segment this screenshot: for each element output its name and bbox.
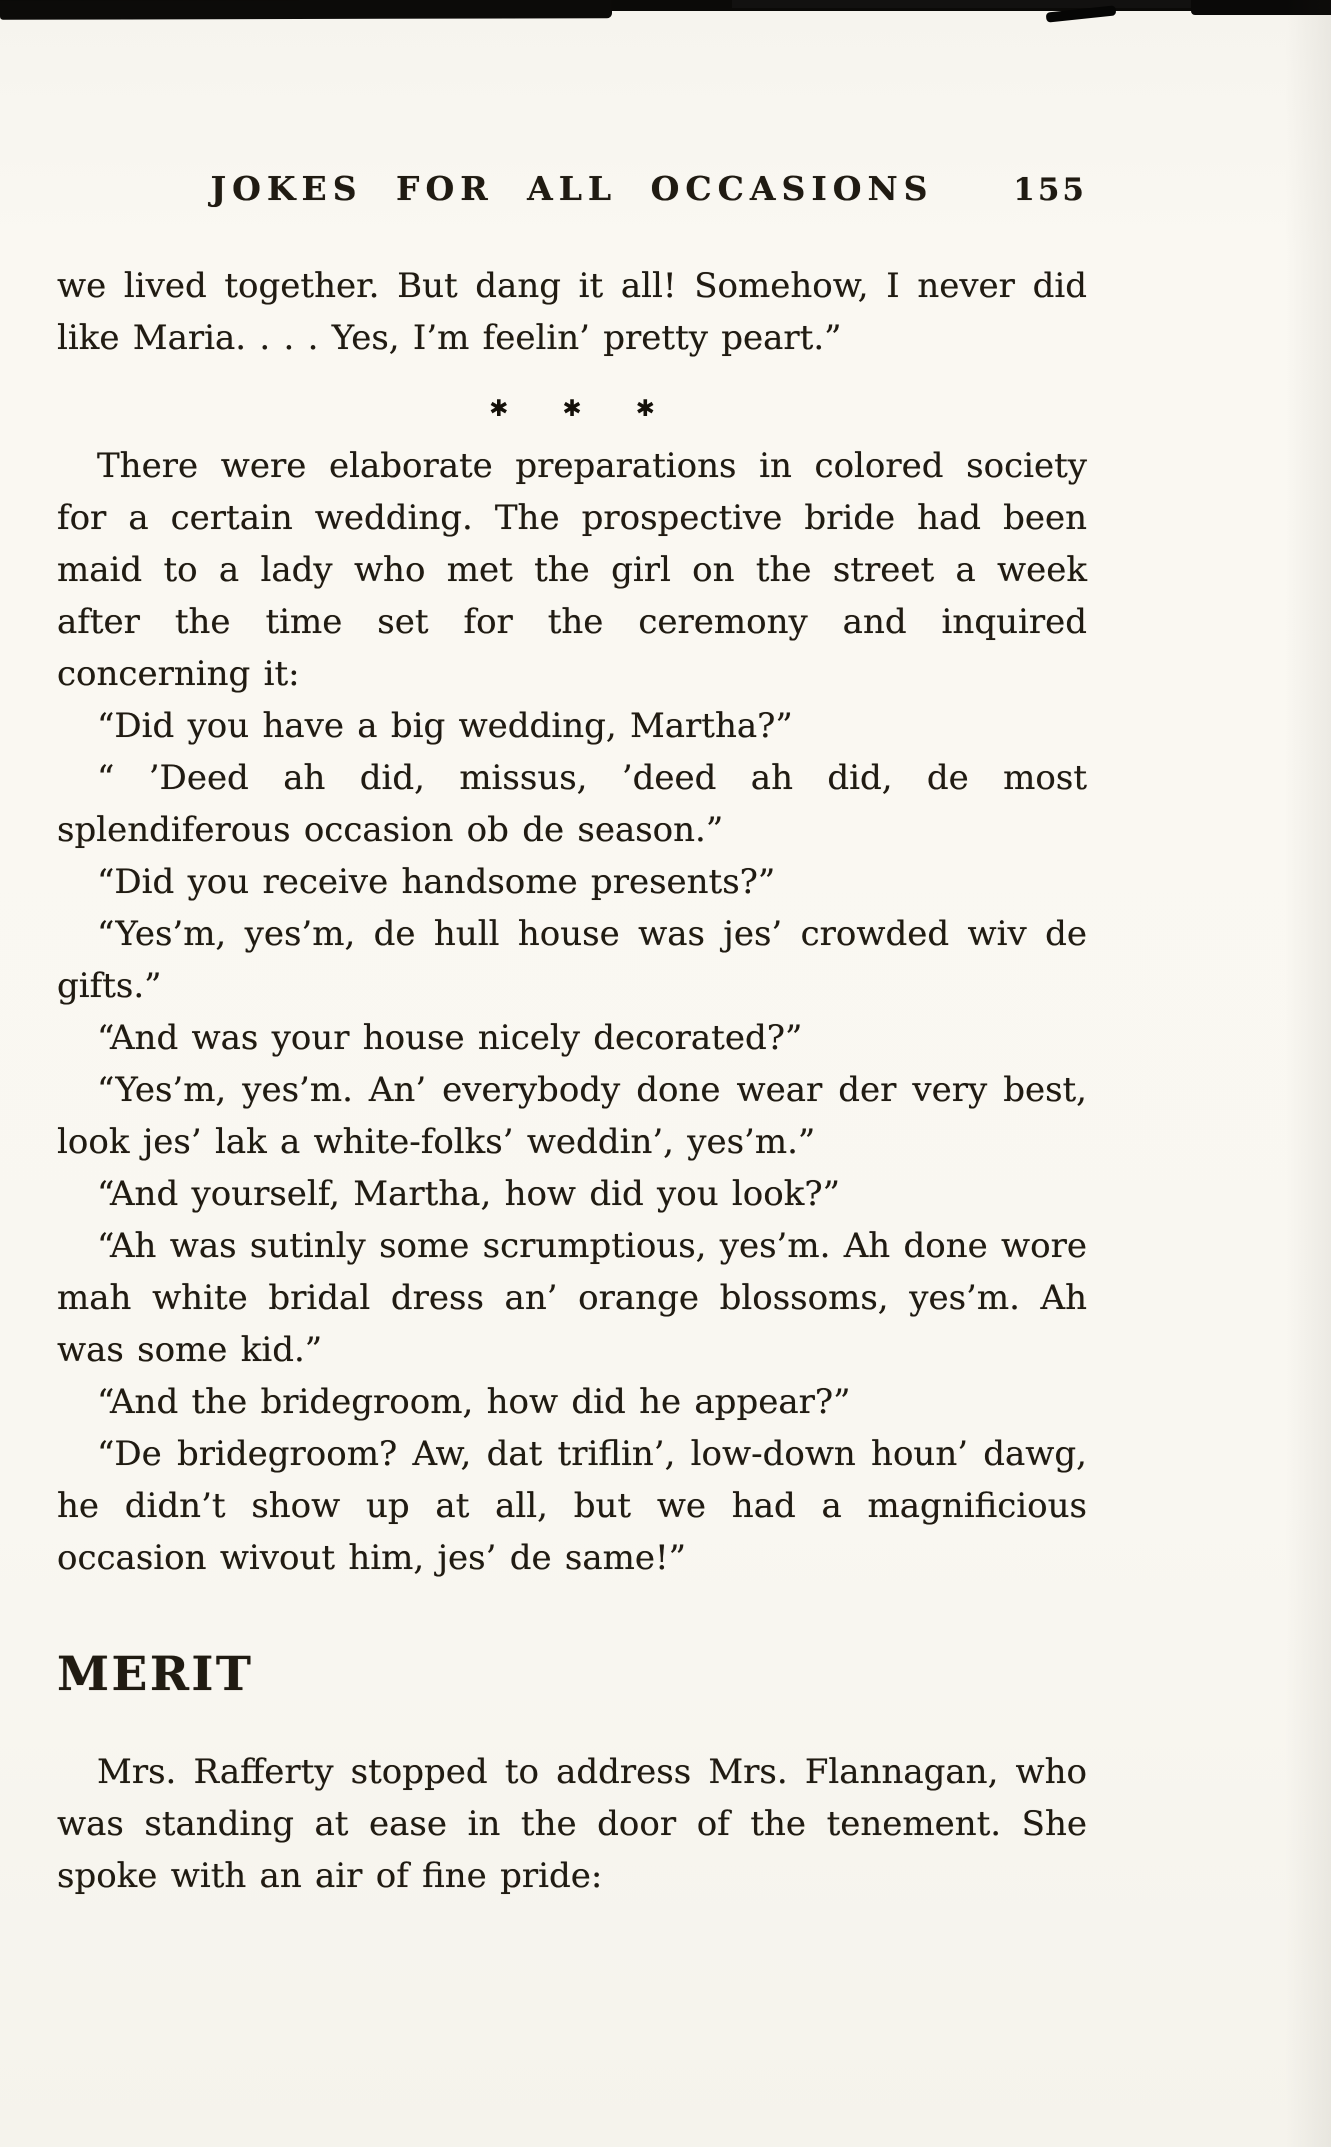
text-column xyxy=(0,168,1087,1902)
paragraph-continuation: we lived together. But dang it all! Somehow, I never did like Maria. . . . Yes, I’m feelin’ pretty peart.” xyxy=(57,266,1087,358)
dialogue-line: “Yes’m, yes’m. An’ everybody done wear der very best, look jes’ lak a white-folks’ weddin’, yes’m.” xyxy=(57,1070,1087,1162)
paragraph: There were elaborate preparations in colored society for a certain wedding. The prospective bride had been maid to a lady who met the girl on the street a week after the time set for the ceremony and inquired concerning it: xyxy=(57,446,1087,694)
dialogue-line: “And the bridegroom, how did he appear?” xyxy=(97,1382,851,1422)
dialogue-line: “Did you have a big wedding, Martha?” xyxy=(97,706,793,746)
section-separator: ✱ ✱ ✱ xyxy=(489,396,655,422)
page-header xyxy=(57,168,1087,210)
dialogue-line: “Yes’m, yes’m, de hull house was jes’ crowded wiv de gifts.” xyxy=(57,914,1087,1006)
scan-edge-bar-left xyxy=(0,0,612,20)
dialogue-line: “And was your house nicely decorated?” xyxy=(97,1018,803,1058)
dialogue-line: “And yourself, Martha, how did you look?” xyxy=(97,1174,840,1214)
scan-edge-corner xyxy=(1191,0,1331,15)
dialogue-line: “Ah was sutinly some scrumptious, yes’m. Ah done wore mah white bridal dress an’ orange blossoms, yes’m. Ah was some kid.” xyxy=(57,1226,1087,1370)
dialogue-line: “ ’Deed ah did, missus, ’deed ah did, de most splendiferous occasion ob de season.” xyxy=(57,758,1087,850)
running-title: JOKES FOR ALL OCCASIONS xyxy=(210,169,934,208)
dialogue-line: “Did you receive handsome presents?” xyxy=(97,862,776,902)
dialogue-line: “De bridegroom? Aw, dat triflin’, low-down houn’ dawg, he didn’t show up at all, but we had a magnificious occasion wivout him, jes’ de same!” xyxy=(57,1434,1087,1578)
page-number: 155 xyxy=(1013,172,1087,208)
paragraph: Mrs. Rafferty stopped to address Mrs. Flannagan, who was standing at ease in the door of the tenement. She spoke with an air of fine pride: xyxy=(57,1752,1087,1896)
section-heading: MERIT xyxy=(57,1647,254,1702)
